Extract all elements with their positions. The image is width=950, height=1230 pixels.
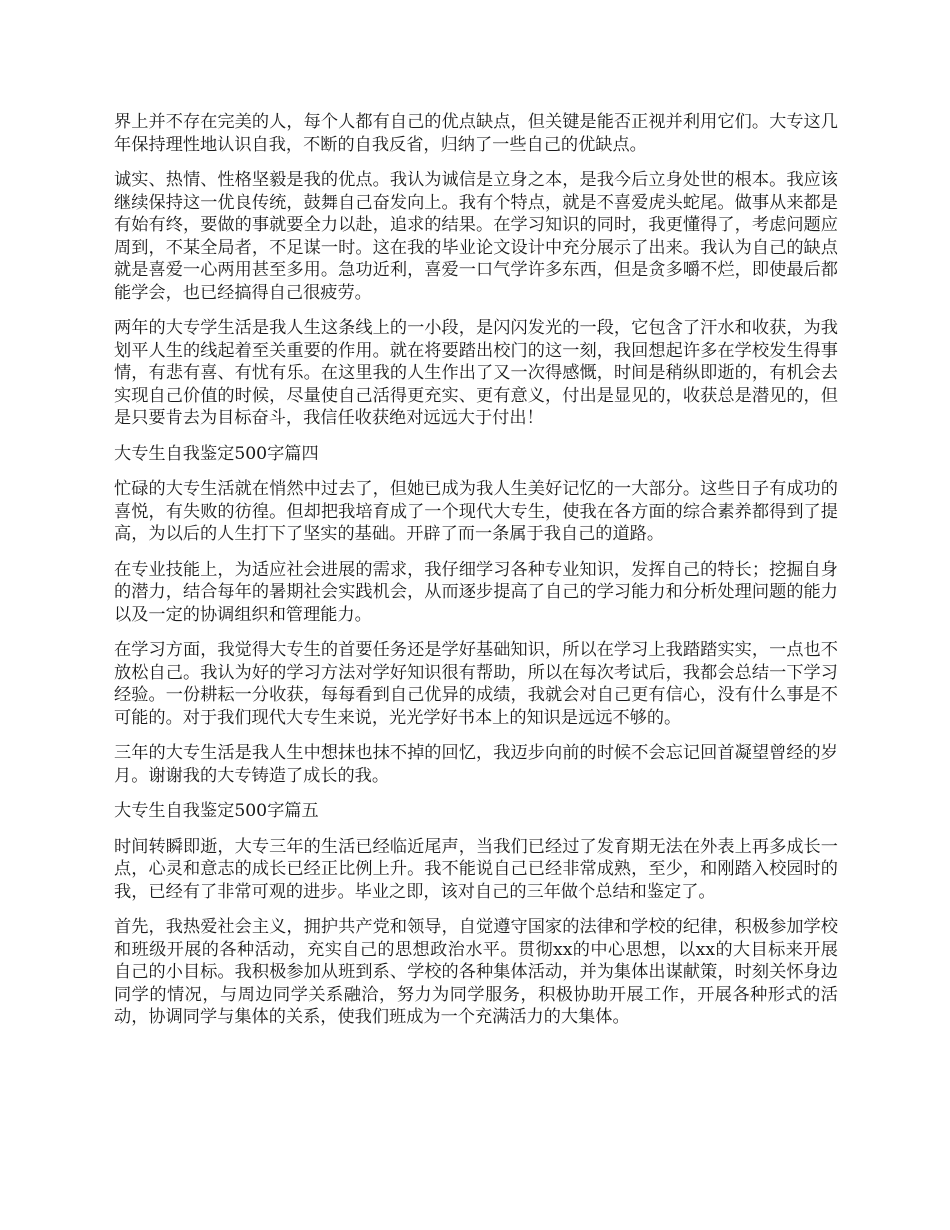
- section-heading-part-five: 大专生自我鉴定500字篇五: [114, 801, 319, 821]
- paragraph-strengths-weaknesses: 诚实、热情、性格坚毅是我的优点。我认为诚信是立身之本，是我今后立身处世的根本。我应该继续保持这一优良传统，鼓舞自己奋发向上。我有个特点，就是不喜爱虎头蛇尾。做事从来都是有始有终，要做的事就要全力以赴，追求的结果。在学习知识的同时，我更懂得了，考虑问题应周到，不某全局者，不足谋一时。这在我的毕业论文设计中充分展示了出来。我认为自己的缺点就是喜爱一心两用甚至多用。急功近利，喜爱一口气学许多东西，但是贪多嚼不烂，即使最后都能学会，也已经搞得自己很疲劳。: [114, 170, 838, 303]
- document-body: [114, 111, 838, 1042]
- paragraph-reflection: 两年的大专学生活是我人生这条线上的一小段，是闪闪发光的一段，它包含了汗水和收获，为我划平人生的线起着至关重要的作用。就在将要踏出校门的这一刻，我回想起许多在学校发生得事情，有悲有喜、有忧有乐。在这里我的人生作出了又一次得感慨，时间是稍纵即逝的，有机会去实现自己价值的时候，尽量使自己活得更充实、更有意义，付出是显见的，收获总是潜见的，但是只要肯去为目标奋斗，我信任收获绝对远远大于付出！: [114, 318, 838, 428]
- paragraph-intro-conclusion: 界上并不存在完美的人，每个人都有自己的优点缺点，但关键是能否正视并利用它们。大专这几年保持理性地认识自我，不断的自我反省，归纳了一些自己的优缺点。: [114, 112, 838, 155]
- paragraph-time-flies: 时间转瞬即逝，大专三年的生活已经临近尾声，当我们已经过了发育期无法在外表上再多成长一点，心灵和意志的成长已经正比例上升。我不能说自己已经非常成熟，至少，和刚踏入校园时的我，已经有了非常可观的进步。毕业之即，该对自己的三年做个总结和鉴定了。: [114, 836, 838, 902]
- paragraph-busy-life: 忙碌的大专生活就在悄然中过去了，但她已成为我人生美好记忆的一大部分。这些日子有成功的喜悦，有失败的彷徨。但却把我培育成了一个现代大专生，使我在各方面的综合素养都得到了提高，为以后的人生打下了坚实的基础。开辟了而一条属于我自己的道路。: [114, 479, 838, 544]
- paragraph-study: 在学习方面，我觉得大专生的首要任务还是学好基础知识，所以在学习上我踏踏实实，一点也不放松自己。我认为好的学习方法对学好知识很有帮助，所以在每次考试后，我都会总结一下学习经验。一份耕耘一分收获，每每看到自己优异的成绩，我就会对自己更有信心，没有什么事是不可能的。对于我们现代大专生来说，光光学好书本上的知识是远远不够的。: [114, 640, 838, 728]
- paragraph-politics-collective: 首先，我热爱社会主义，拥护共产党和领导，自觉遵守国家的法律和学校的纪律，积极参加学校和班级开展的各种活动，充实自己的思想政治水平。贯彻xx的中心思想，以xx的大目标来开展自己的小目标。我积极参加从班到系、学校的各种集体活动，并为集体出谋献策，时刻关怀身边同学的情况，与周边同学关系融洽，努力为同学服务，积极协助开展工作，开展各种形式的活动，协调同学与集体的关系，使我们班成为一个充满活力的大集体。: [114, 917, 838, 1027]
- paragraph-professional-skills: 在专业技能上，为适应社会进展的需求，我仔细学习各种专业知识，发挥自己的特长；挖掘自身的潜力，结合每年的暑期社会实践机会，从而逐步提高了自己的学习能力和分析处理问题的能力以及一定的协调组织和管理能力。: [114, 559, 838, 625]
- section-heading-part-four: 大专生自我鉴定500字篇四: [114, 443, 319, 464]
- paragraph-memories: 三年的大专生活是我人生中想抹也抹不掉的回忆，我迈步向前的时候不会忘记回首凝望曾经的岁月。谢谢我的大专铸造了成长的我。: [114, 743, 838, 786]
